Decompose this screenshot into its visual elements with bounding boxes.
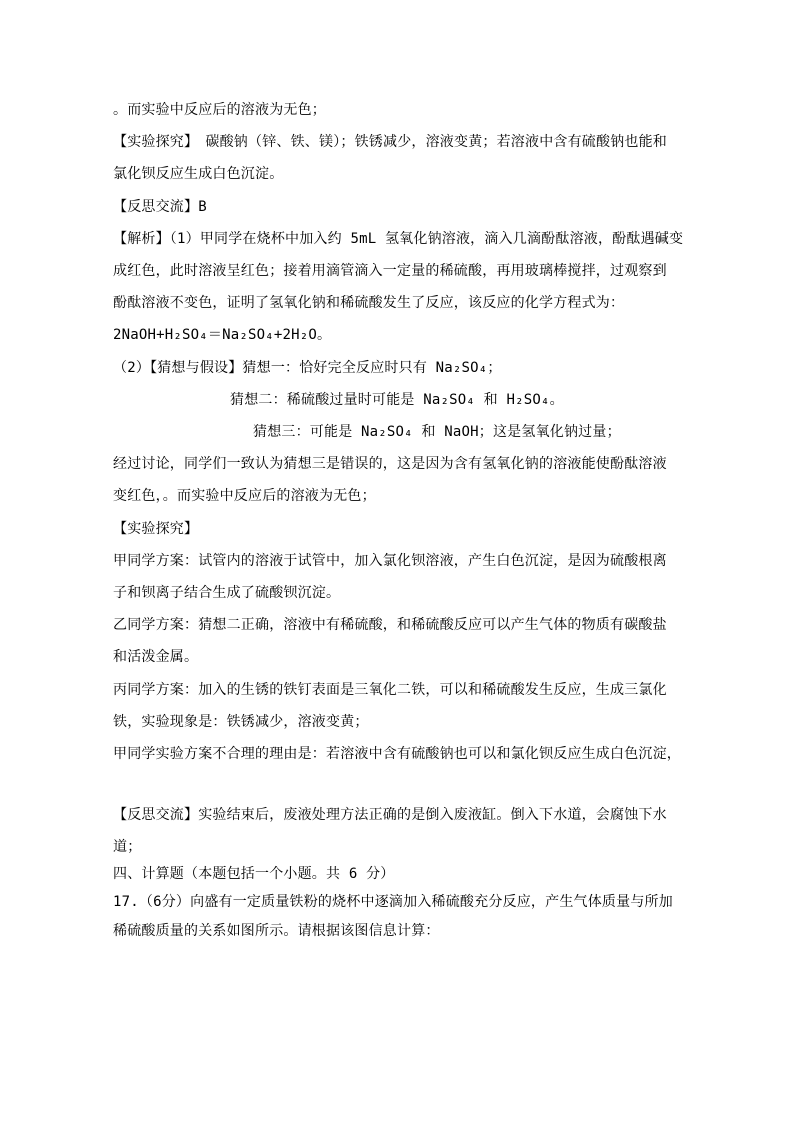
student-bing-plan-line: 铁，实验现象是：铁锈减少，溶液变黄； (113, 713, 369, 730)
chemical-equation-line: 2NaOH+H₂SO₄＝Na₂SO₄+2H₂O。 (113, 327, 332, 344)
question-17-line: 17.（6分）向盛有一定质量铁粉的烧杯中逐滴加入稀硫酸充分反应，产生气体质量与所加 (113, 894, 673, 911)
answer-continuation-line: 。而实验中反应后的溶液为无色； (113, 102, 326, 118)
jia-plan-unreasonable-reason-line: 甲同学实验方案不合理的理由是：若溶液中含有硫酸钠也可以和氯化钡反应生成白色沉淀， (113, 746, 681, 763)
analysis-line: 【解析】（1）甲同学在烧杯中加入约 5mL 氢氧化钠溶液，滴入几滴酚酞溶液，酚酞遇碱变 (113, 230, 684, 247)
hypothesis-guess-2-line: 猜想二：稀硫酸过量时可能是 Na₂SO₄ 和 H₂SO₄。 (230, 391, 564, 408)
experiment-inquiry-answer-line: 【实验探究】 碳酸钠（锌、铁、镁）；铁锈减少，溶液变黄；若溶液中含有硫酸钠也能和 (113, 134, 667, 151)
reflection-exchange-waste-line: 【反思交流】实验结束后，废液处理方法正确的是倒入废液缸。倒入下水道，会腐蚀下水 (113, 807, 667, 824)
student-yi-plan-line: 和活泼金属。 (113, 649, 199, 666)
reflection-exchange-waste-line: 道； (113, 839, 142, 856)
discussion-line: 变红色，。而实验中反应后的溶液为无色； (113, 488, 376, 505)
analysis-line: 酚酞溶液不变色，证明了氢氧化钠和稀硫酸发生了反应，该反应的化学方程式为： (113, 295, 625, 312)
student-jia-plan-line: 子和钡离子结合生成了硫酸钡沉淀。 (113, 585, 341, 602)
experiment-inquiry-answer-line: 氯化钡反应生成白色沉淀。 (113, 166, 284, 183)
reflection-exchange-answer-line: 【反思交流】B (113, 198, 207, 215)
student-jia-plan-line: 甲同学方案：试管内的溶液于试管中，加入氯化钡溶液，产生白色沉淀，是因为硫酸根离 (113, 552, 667, 569)
hypothesis-guess-1-line: （2）【猜想与假设】猜想一：恰好完全反应时只有 Na₂SO₄； (113, 359, 502, 376)
experiment-inquiry-section-label: 【实验探究】 (113, 520, 199, 537)
hypothesis-guess-3-line: 猜想三：可能是 Na₂SO₄ 和 NaOH；这是氢氧化钠过量； (253, 424, 621, 441)
question-17-line: 稀硫酸质量的关系如图所示。请根据该图信息计算： (113, 922, 440, 939)
student-yi-plan-line: 乙同学方案：猜想二正确，溶液中有稀硫酸，和稀硫酸反应可以产生气体的物质有碳酸盐 (113, 617, 667, 634)
section-4-heading-line: 四、计算题（本题包括一个小题。共 6 分） (113, 865, 395, 882)
analysis-line: 成红色，此时溶液呈红色；接着用滴管滴入一定量的稀硫酸，再用玻璃棒搅拌，过观察到 (113, 263, 667, 280)
discussion-line: 经过讨论，同学们一致认为猜想三是错误的，这是因为含有氢氧化钠的溶液能使酚酞溶液 (113, 456, 667, 473)
student-bing-plan-line: 丙同学方案：加入的生锈的铁钉表面是三氧化二铁，可以和稀硫酸发生反应，生成三氯化 (113, 681, 667, 698)
document-content (113, 94, 683, 945)
